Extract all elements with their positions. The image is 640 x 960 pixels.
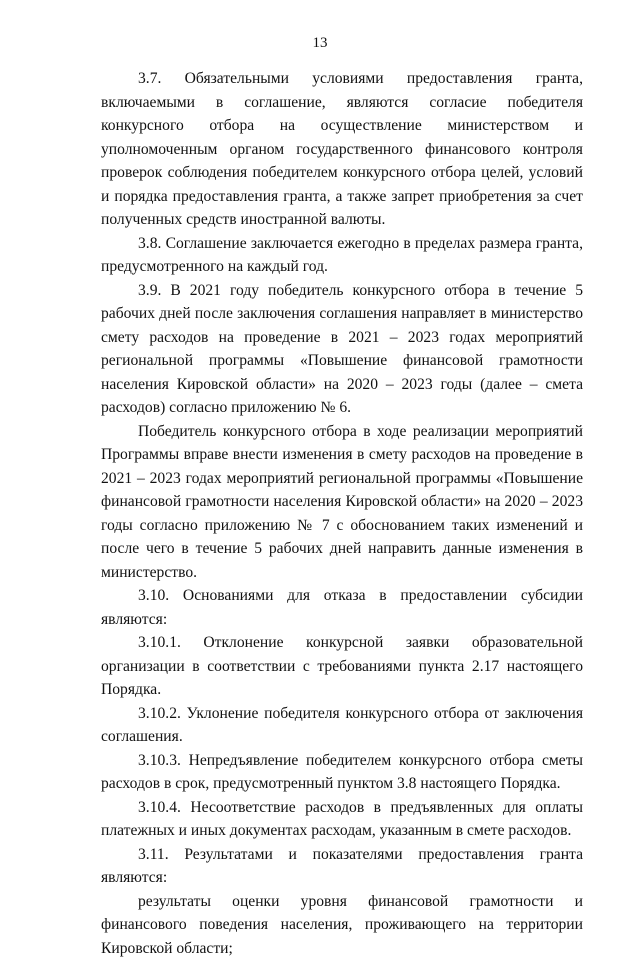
- paragraph-3-10: 3.10. Основаниями для отказа в предоставлении субсидии являются:: [101, 584, 583, 631]
- document-body: [101, 67, 583, 960]
- paragraph-3-9-changes: Победитель конкурсного отбора в ходе реализации мероприятий Программы вправе внести изменения в смету расходов на проведение в 2021 – 2023 годах мероприятий региональной программы «Повышение финансовой грамотности населения Кировской области» на 2020 – 2023 годы согласно приложению № 7 с обоснованием таких изменений и после чего в течение 5 рабочих дней направить данные изменения в министерство.: [101, 420, 583, 585]
- page-number: 13: [0, 34, 640, 52]
- paragraph-3-11: 3.11. Результатами и показателями предоставления гранта являются:: [101, 843, 583, 890]
- paragraph-3-10-4: 3.10.4. Несоответствие расходов в предъявленных для оплаты платежных и иных документах расходам, указанным в смете расходов.: [101, 796, 583, 843]
- paragraph-3-7: 3.7. Обязательными условиями предоставления гранта, включаемыми в соглашение, являются согласие победителя конкурсного отбора на осуществление министерством и уполномоченным органом государственного финансового контроля проверок соблюдения победителем конкурсного отбора целей, условий и порядка предоставления гранта, а также запрет приобретения за счет полученных средств иностранной валюты.: [101, 67, 583, 232]
- paragraph-3-11-results: результаты оценки уровня финансовой грамотности и финансового поведения населения, проживающего на территории Кировской области;: [101, 890, 583, 960]
- paragraph-3-9: 3.9. В 2021 году победитель конкурсного отбора в течение 5 рабочих дней после заключения соглашения направляет в министерство смету расходов на проведение в 2021 – 2023 годах мероприятий региональной программы «Повышение финансовой грамотности населения Кировской области» на 2020 – 2023 годы (далее – смета расходов) согласно приложению № 6.: [101, 279, 583, 420]
- paragraph-3-10-1: 3.10.1. Отклонение конкурсной заявки образовательной организации в соответствии с требованиями пункта 2.17 настоящего Порядка.: [101, 631, 583, 702]
- paragraph-3-8: 3.8. Соглашение заключается ежегодно в пределах размера гранта, предусмотренного на каждый год.: [101, 232, 583, 279]
- paragraph-3-10-3: 3.10.3. Непредъявление победителем конкурсного отбора сметы расходов в срок, предусмотренный пунктом 3.8 настоящего Порядка.: [101, 749, 583, 796]
- paragraph-3-10-2: 3.10.2. Уклонение победителя конкурсного отбора от заключения соглашения.: [101, 702, 583, 749]
